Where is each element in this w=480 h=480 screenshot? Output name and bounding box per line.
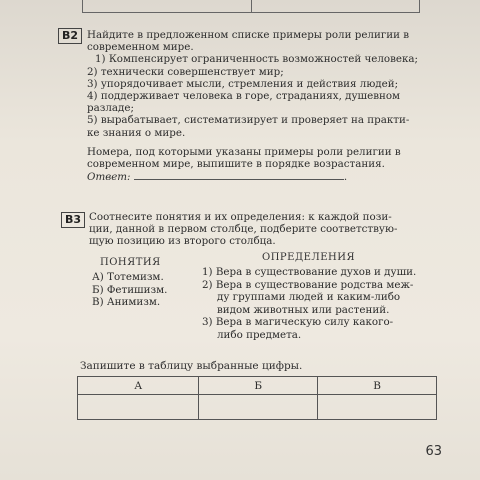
concepts-header: ПОНЯТИЯ (100, 257, 161, 268)
b2-question: Найдите в предложенном списке примеры роли религии в (87, 29, 410, 41)
concept-b: Б) Фетишизм. (92, 283, 168, 296)
table-instruction: Запишите в таблицу выбранные цифры. (80, 360, 303, 372)
definition-2-cont: ду группами людей и каким-либо (217, 291, 401, 303)
b2-instruction-cont: современном мире, выпишите в порядке возрастания. (87, 158, 385, 171)
b2-option-1: 1) Компенсирует ограниченность возможностей человека; (95, 53, 419, 66)
answer-table-header-a: А (78, 377, 199, 395)
b2-option-5: 5) вырабатывает, систематизирует и проверяет на практи- (87, 114, 410, 127)
definition-2-cont2: видом животных или растений. (217, 303, 390, 316)
definitions-list (202, 266, 437, 341)
b2-option-5-cont: ке знания о мире. (87, 126, 186, 139)
task-b2 (87, 29, 427, 183)
task-b2-badge: B2 (58, 28, 82, 44)
definitions-header: ОПРЕДЕЛЕНИЯ (262, 252, 356, 263)
b2-question-cont: современном мире. (87, 41, 194, 54)
b2-instruction: Номера, под которыми указаны примеры роли религии в (87, 145, 401, 158)
concept-a: А) Тотемизм. (92, 271, 164, 283)
definition-1: 1) Вера в существование духов и души. (202, 266, 417, 278)
b3-question-cont2: щую позицию из второго столбца. (89, 235, 276, 248)
b2-answer-row (87, 170, 427, 183)
concept-c: В) Анимизм. (92, 296, 161, 308)
concepts-list (92, 271, 167, 309)
answer-table-header-b: Б (199, 377, 318, 395)
b2-answer-label: Ответ: (87, 171, 131, 184)
b2-answer-end: . (343, 171, 348, 184)
answer-cell-a[interactable] (78, 395, 199, 420)
b2-option-4: 4) поддерживает человека в горе, страданиях, душевном (87, 90, 401, 103)
definition-3-cont: либо предмета. (217, 328, 302, 341)
task-b3-badge: B3 (61, 212, 85, 228)
page-number: 63 (425, 444, 442, 459)
answer-cell-b[interactable] (199, 395, 318, 420)
definition-3: 3) Вера в магическую силу какого- (202, 316, 394, 328)
b2-option-3: 3) упорядочивает мысли, стремления и действия людей; (87, 77, 399, 90)
b2-answer-line (134, 170, 344, 180)
answer-table (77, 376, 437, 420)
task-b3-question (89, 211, 419, 248)
definition-2: 2) Вера в существование родства меж- (202, 278, 414, 291)
answer-cell-c[interactable] (318, 395, 437, 420)
b3-question-cont: ции, данной в первом столбце, подберите соответствую- (89, 223, 398, 236)
b2-option-4-cont: разладе; (87, 102, 134, 115)
b2-option-2: 2) технически совершенствует мир; (87, 65, 284, 78)
answer-table-header-c: В (318, 377, 437, 395)
b3-question: Соотнесите понятия и их определения: к каждой пози- (89, 211, 392, 223)
previous-answer-table (82, 0, 420, 13)
